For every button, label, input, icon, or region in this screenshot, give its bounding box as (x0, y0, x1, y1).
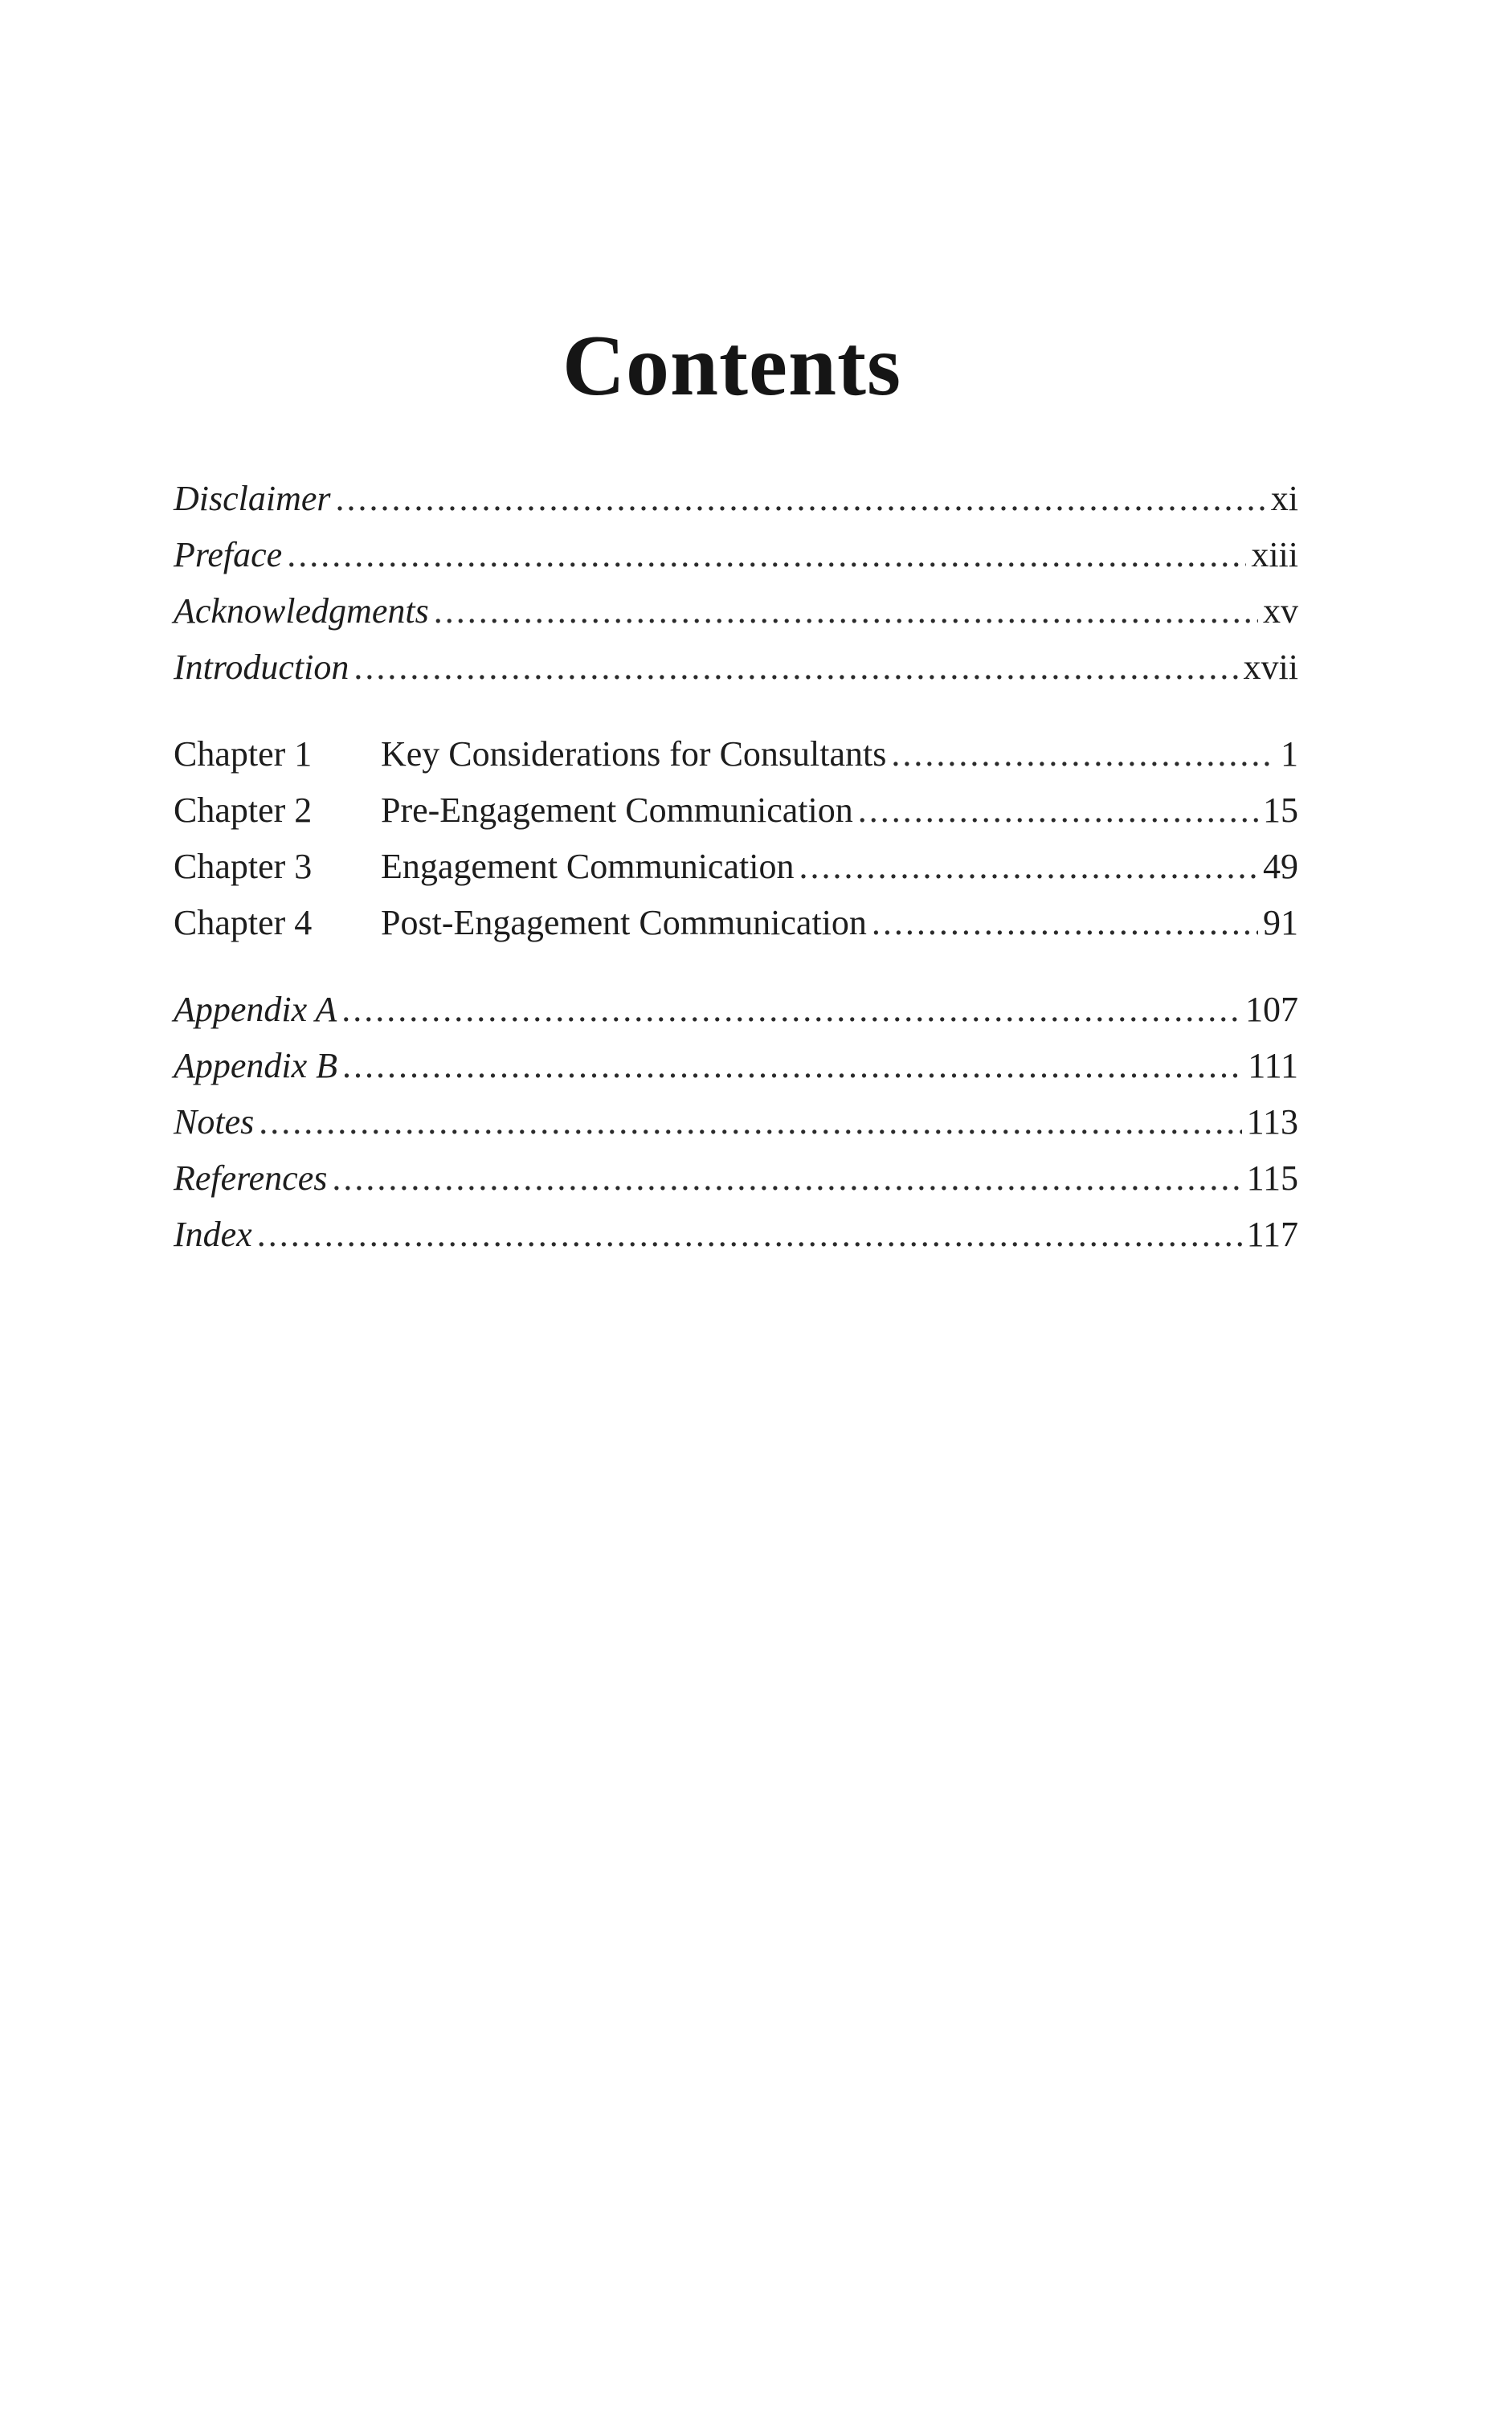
toc-entry-index[interactable] (174, 1207, 1298, 1263)
toc-entry-label: Acknowledgments (174, 591, 429, 631)
toc-entry-label: Appendix A (174, 990, 337, 1029)
dot-leader (257, 1207, 1242, 1263)
page-title: Contents (562, 318, 902, 415)
toc-entry-appendix-b[interactable] (174, 1038, 1298, 1094)
chapter-number: Chapter 2 (174, 790, 313, 830)
chapter-number: Chapter 3 (174, 847, 313, 886)
dot-leader (434, 583, 1258, 639)
chapter-number: Chapter 4 (174, 903, 313, 942)
toc-entry-page: xiii (1251, 535, 1298, 574)
chapters-list (174, 726, 1298, 951)
dot-leader (287, 527, 1246, 583)
dot-leader (341, 982, 1240, 1038)
toc-entry-page: xv (1263, 591, 1298, 631)
toc-entry-appendix-a[interactable] (174, 982, 1298, 1038)
toc-entry-page: 1 (1281, 734, 1298, 774)
dot-leader (891, 726, 1276, 782)
dot-leader (872, 895, 1258, 951)
front-matter-list (174, 471, 1298, 696)
toc-entry-references[interactable] (174, 1150, 1298, 1207)
toc-entry-acknowledgments[interactable] (174, 583, 1298, 639)
toc-entry-disclaimer[interactable] (174, 471, 1298, 527)
back-matter-list (174, 982, 1298, 1263)
toc-entry-label: Disclaimer (174, 479, 331, 518)
chapter-number: Chapter 1 (174, 734, 313, 774)
toc-entry-preface[interactable] (174, 527, 1298, 583)
dot-leader (332, 1150, 1241, 1207)
toc-entry-label: Appendix B (174, 1046, 338, 1085)
dot-leader (799, 839, 1258, 895)
toc-entry-label: Key Considerations for Consultants (381, 734, 887, 774)
toc-entry-chapter-1[interactable] (174, 726, 1298, 782)
toc-entry-introduction[interactable] (174, 639, 1298, 696)
toc-entry-label: References (174, 1158, 328, 1198)
toc-entry-page: 115 (1246, 1158, 1298, 1198)
toc-entry-label: Post-Engagement Communication (381, 903, 867, 942)
toc-entry-page: 49 (1263, 847, 1298, 886)
toc-entry-page: xvii (1243, 647, 1298, 687)
toc-entry-label: Index (174, 1215, 252, 1254)
dot-leader (342, 1038, 1243, 1094)
toc-entry-notes[interactable] (174, 1094, 1298, 1150)
toc-entry-page: 111 (1248, 1046, 1298, 1085)
toc-entry-page: xi (1270, 479, 1298, 518)
toc-entry-page: 15 (1263, 790, 1298, 830)
toc-entry-label: Pre-Engagement Communication (381, 790, 853, 830)
toc-entry-label: Engagement Communication (381, 847, 795, 886)
toc-entry-label: Introduction (174, 647, 349, 687)
toc-entry-page: 91 (1263, 903, 1298, 942)
dot-leader (858, 782, 1258, 839)
toc-entry-chapter-2[interactable] (174, 782, 1298, 839)
toc-entry-chapter-4[interactable] (174, 895, 1298, 951)
table-of-contents (174, 471, 1298, 1263)
toc-entry-chapter-3[interactable] (174, 839, 1298, 895)
toc-entry-label: Notes (174, 1102, 255, 1142)
toc-entry-page: 117 (1246, 1215, 1298, 1254)
toc-entry-page: 113 (1246, 1102, 1298, 1142)
dot-leader (336, 471, 1266, 527)
toc-entry-page: 107 (1245, 990, 1298, 1029)
dot-leader (353, 639, 1238, 696)
dot-leader (259, 1094, 1241, 1150)
toc-entry-label: Preface (174, 535, 283, 574)
